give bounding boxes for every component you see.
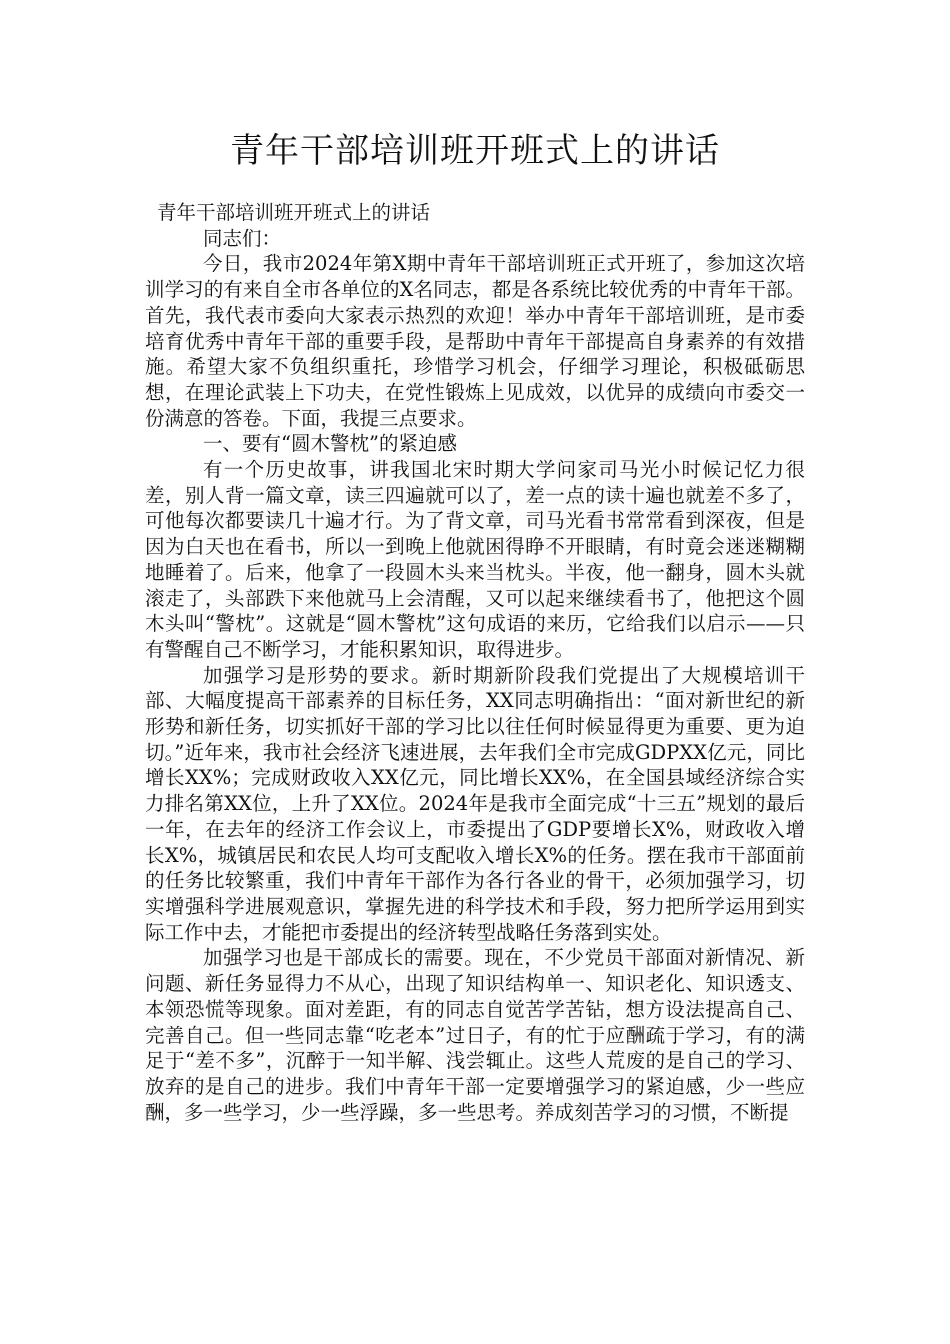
section-heading: 一、要有“圆木警枕”的紧迫感 — [203, 432, 457, 456]
situation-paragraph: 加强学习是形势的要求。新时期新阶段我们党提出了大规模培训干部、大幅度提高干部素养的目标任务，XX同志明确指出：“面对新世纪的新形势和新任务，切实抓好干部的学习比以往任何时候显得更为重要、更为迫切。”近年来，我市社会经济飞速进展，去年我们全市完成GDPXX亿元，同比增长XX%；完成财政收入XX亿元，同比增长XX%，在全国县域经济综合实力排名第XX位，上升了XX位。2024年是我市全面完成“十三五”规划的最后一年，在去年的经济工作会议上，市委提出了GDP要增长X%，财政收入增长X%，城镇居民和农民人均可支配收入增长X%的任务。摆在我市干部面前的任务比较繁重，我们中青年干部作为各行各业的骨干，必须加强学习，切实增强科学进展观意识，掌握先进的科学技术和手段，努力把所学运用到实际工作中去，才能把市委提出的经济转型战略任务落到实处。 — [145, 663, 805, 944]
salutation: 同志们： — [203, 226, 282, 250]
document-subtitle: 青年干部培训班开班式上的讲话 — [157, 201, 431, 224]
document-title: 青年干部培训班开班式上的讲话 — [230, 131, 720, 171]
document-body — [145, 200, 805, 1125]
intro-paragraph: 今日，我市2024年第X期中青年干部培训班正式开班了，参加这次培训学习的有来自全市各单位的X名同志，都是各系统比较优秀的中青年干部。首先，我代表市委向大家表示热烈的欢迎！举办中青年干部培训班，是市委培育优秀中青年干部的重要手段，是帮助中青年干部提高自身素养的有效措施。希望大家不负组织重托，珍惜学习机会，仔细学习理论，积极砥砺思想，在理论武装上下功夫，在党性锻炼上见成效，以优异的成绩向市委交一份满意的答卷。下面，我提三点要求。 — [145, 252, 805, 430]
growth-paragraph: 加强学习也是干部成长的需要。现在，不少党员干部面对新情况、新问题、新任务显得力不从心，出现了知识结构单一、知识老化、知识透支、本领恐慌等现象。面对差距，有的同志自觉苦学苦钻，想方设法提高自己、完善自己。但一些同志靠“吃老本”过日子，有的忙于应酬疏于学习，有的满足于“差不多”，沉醉于一知半解、浅尝辄止。这些人荒废的是自己的学习、放弃的是自己的进步。我们中青年干部一定要增强学习的紧迫感，少一些应酬，多一些学习，少一些浮躁，多一些思考。养成刻苦学习的习惯，不断提 — [145, 946, 805, 1124]
story-paragraph: 有一个历史故事，讲我国北宋时期大学问家司马光小时候记忆力很差，别人背一篇文章，读三四遍就可以了，差一点的读十遍也就差不多了，可他每次都要读几十遍才行。为了背文章，司马光看书常常看到深夜，但是因为白天也在看书，所以一到晚上他就困得睁不开眼睛，有时竟会迷迷糊糊地睡着了。后来，他拿了一段圆木头来当枕头。半夜，他一翻身，圆木头就滚走了，头部跌下来他就马上会清醒，又可以起来继续看书了，他把这个圆木头叫“警枕”。这就是“圆木警枕”这句成语的来历，它给我们以启示——只有警醒自己不断学习，才能积累知识，取得进步。 — [145, 458, 805, 661]
